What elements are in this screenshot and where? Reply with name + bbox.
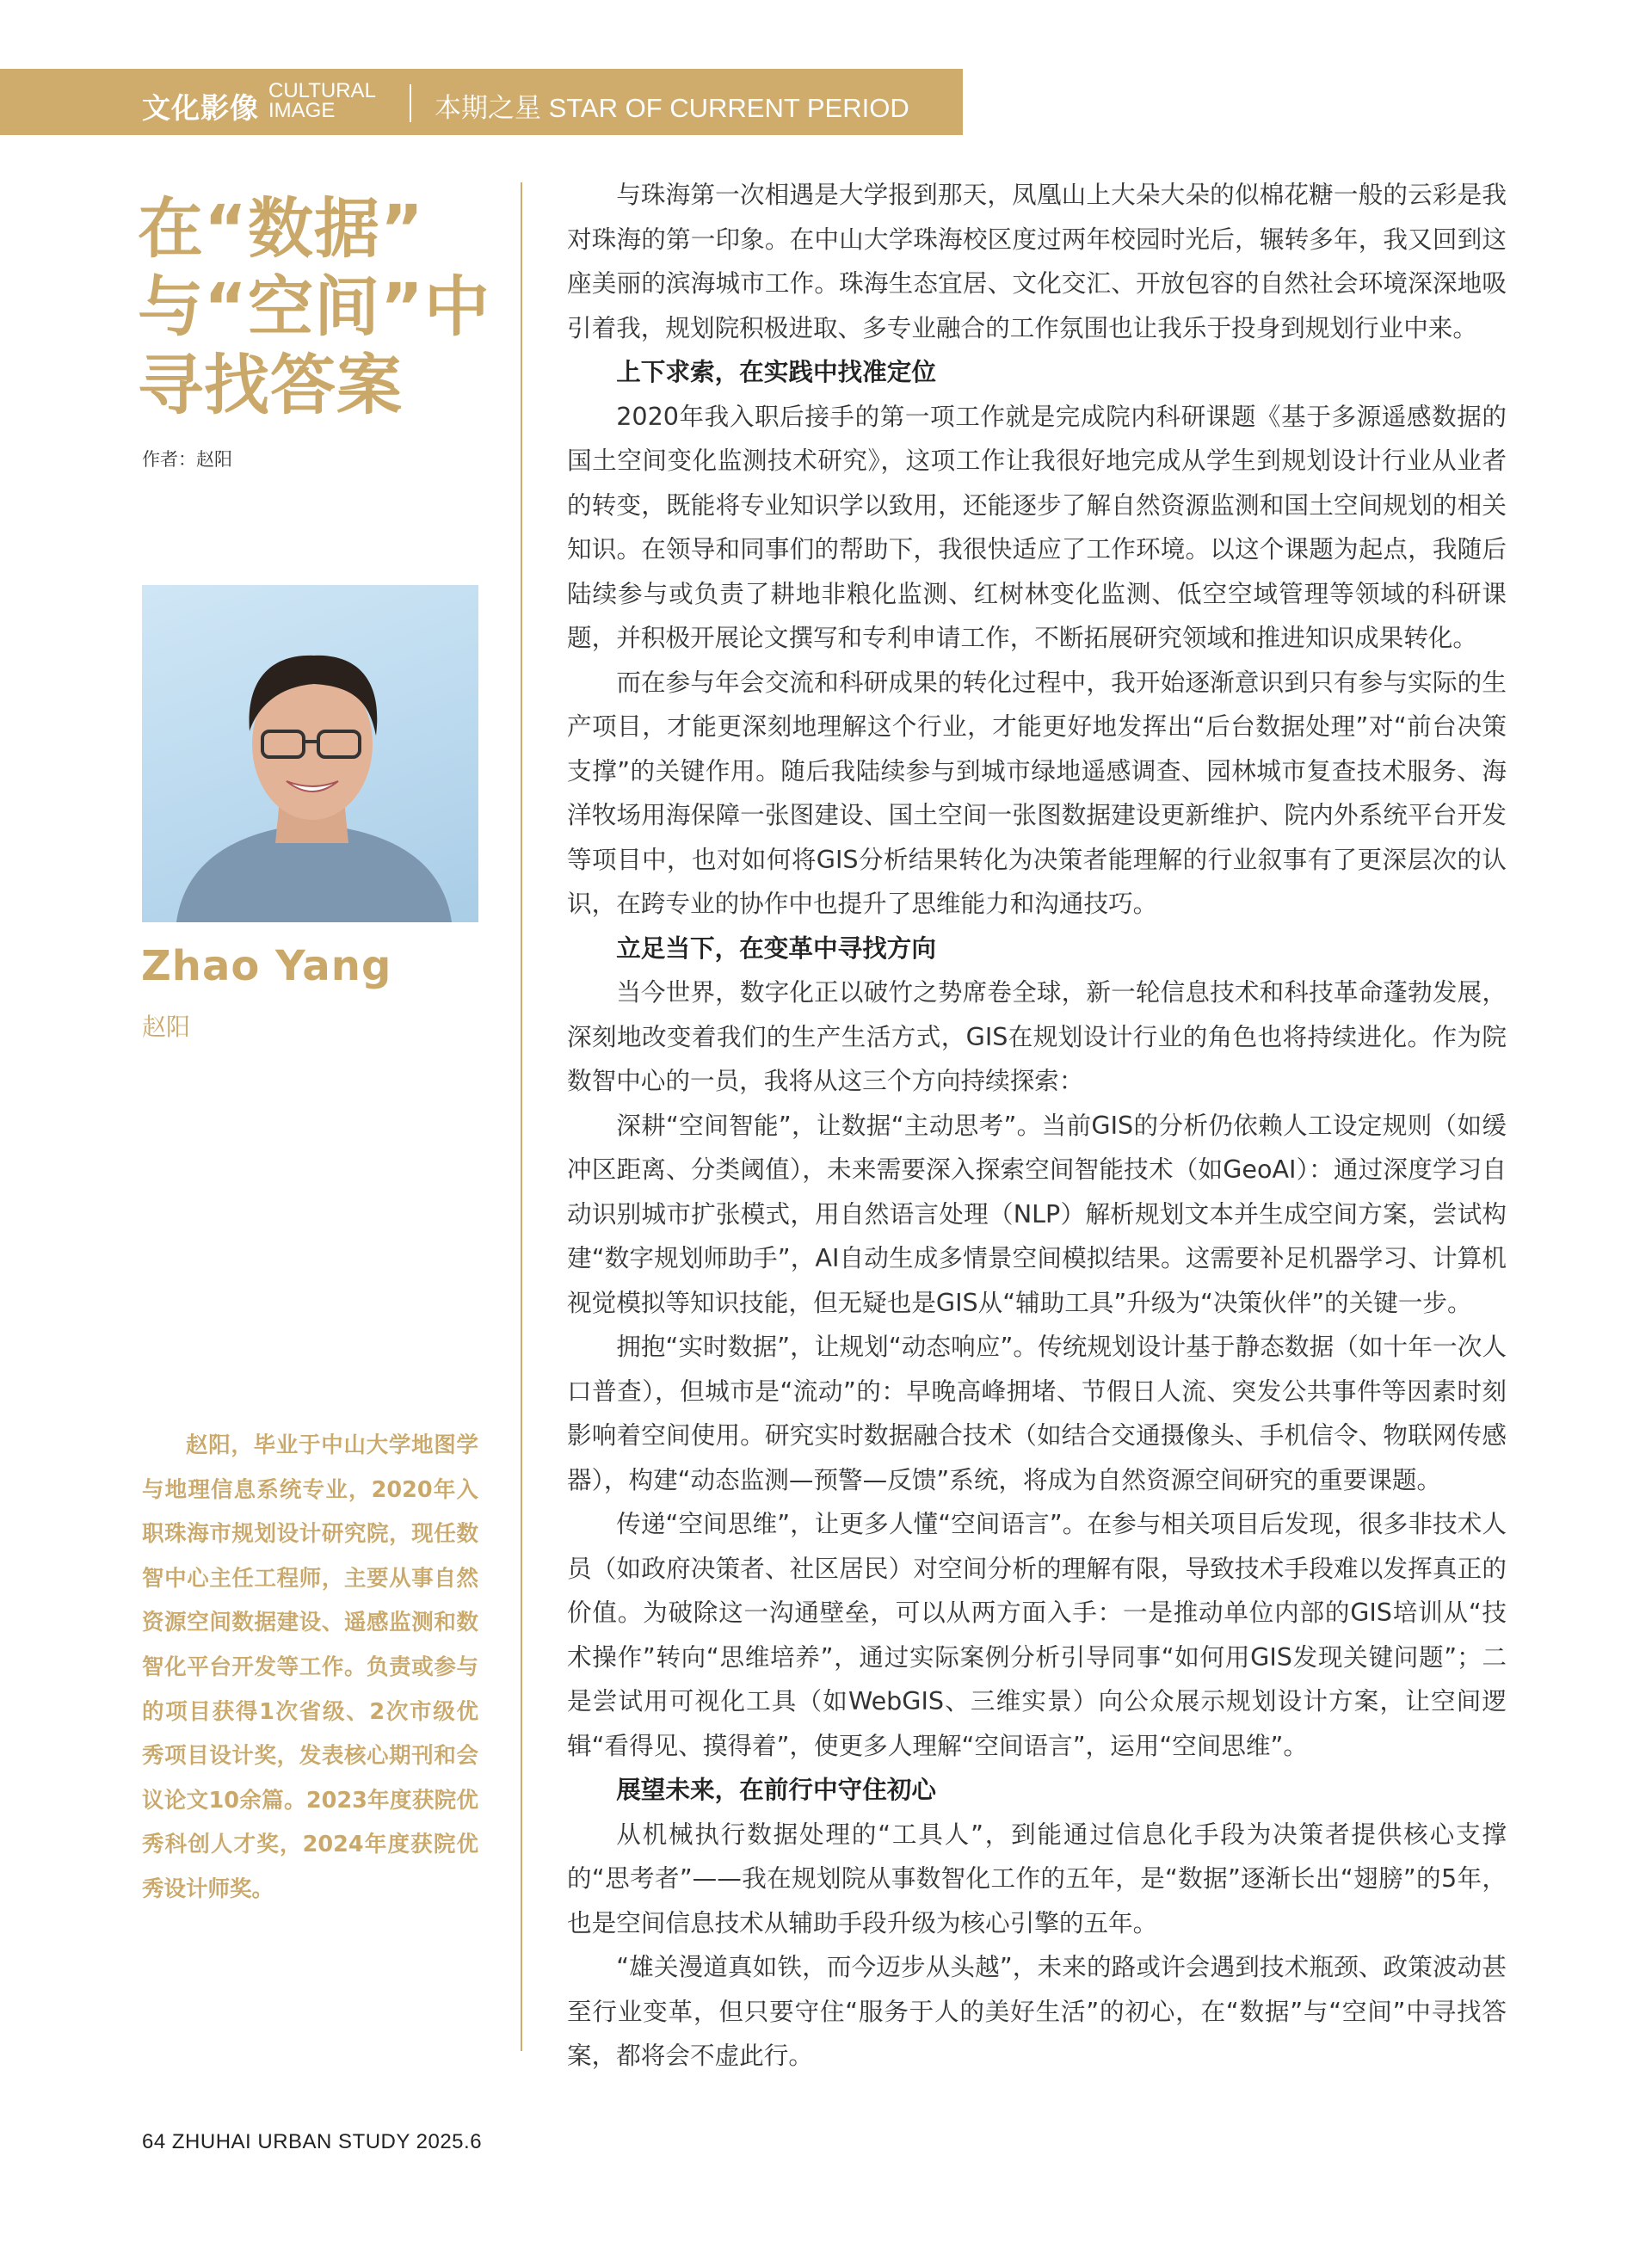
paragraph: 拥抱“实时数据”，让规划“动态响应”。传统规划设计基于静态数据（如十年一次人口普查），但城市是“流动”的：早晚高峰拥堵、节假日人流、突发公共事件等因素时刻影响着空间使用。研究实时数据融合技术（如结合交通摄像头、手机信令、物联网传感器），构建“动态监测—预警—反馈”系统，将成为自然资源空间研究的重要课题。 — [567, 1332, 1507, 1494]
header-divider — [410, 84, 411, 122]
paragraph: 与珠海第一次相遇是大学报到那天，凤凰山上大朵大朵的似棉花糖一般的云彩是我对珠海的第一印象。在中山大学珠海校区度过两年校园时光后，辗转多年，我又回到这座美丽的滨海城市工作。珠海生态宜居、文化交汇、开放包容的自然社会环境深深地吸引着我，规划院积极进取、多专业融合的工作氛围也让我乐于投身到规划行业中来。 — [567, 180, 1507, 342]
publication-name: ZHUHAI URBAN STUDY — [171, 2130, 410, 2153]
issue-date: 2025.6 — [416, 2130, 483, 2153]
column-name: 本期之星 STAR OF CURRENT PERIOD — [435, 93, 909, 123]
page-footer — [142, 2130, 482, 2154]
profile-name-cn: 赵阳 — [142, 1013, 191, 1041]
column-divider — [521, 182, 522, 2051]
section-header-band — [0, 69, 963, 135]
paragraph: 从机械执行数据处理的“工具人”，到能通过信息化手段为决策者提供核心支撑的“思考者”——我在规划院从事数智化工作的五年，是“数据”逐渐长出“翅膀”的5年，也是空间信息技术从辅助手段升级为核心引擎的五年。 — [567, 1819, 1507, 1937]
paragraph: 2020年我入职后接手的第一项工作就是完成院内科研课题《基于多源遥感数据的国土空间变化监测技术研究》，这项工作让我很好地完成从学生到规划设计行业从业者的转变，既能将专业知识学以致用，还能逐步了解自然资源监测和国土空间规划的相关知识。在领导和同事们的帮助下，我很快适应了工作环境。以这个课题为起点，我随后陆续参与或负责了耕地非粮化监测、红树林变化监测、低空空域管理等领域的科研课题，并积极开展论文撰写和专利申请工作，不断拓展研究领域和推进知识成果转化。 — [567, 401, 1507, 652]
paragraph: 深耕“空间智能”，让数据“主动思考”。当前GIS的分析仍依赖人工设定规则（如缓冲区距离、分类阈值），未来需要深入探索空间智能技术（如GeoAI）：通过深度学习自动识别城市扩张模式，用自然语言处理（NLP）解析规划文本并生成空间方案，尝试构建“数字规划师助手”，AI自动生成多情景空间模拟结果。这需要补足机器学习、计算机视觉模拟等知识技能，但无疑也是GIS从“辅助工具”升级为“决策伙伴”的关键一步。 — [567, 1110, 1507, 1317]
section-heading: 立足当下，在变革中寻找方向 — [616, 933, 936, 963]
article-body — [567, 173, 1507, 2079]
title-line: 在“数据” — [138, 190, 424, 267]
section-en-line2: IMAGE — [268, 99, 336, 122]
section-heading: 上下求索，在实践中找准定位 — [616, 357, 936, 386]
title-line: 寻找答案 — [138, 347, 403, 423]
portrait-illustration — [142, 585, 478, 922]
page-number: 64 — [142, 2130, 166, 2153]
section-heading: 展望未来，在前行中守住初心 — [616, 1775, 936, 1804]
title-line: 与“空间”中 — [138, 268, 490, 345]
paragraph: 当今世界，数字化正以破竹之势席卷全球，新一轮信息技术和科技革命蓬勃发展，深刻地改变着我们的生产生活方式，GIS在规划设计行业的角色也将持续进化。作为院数智中心的一员，我将从这三个方向持续探索： — [567, 977, 1507, 1095]
section-en-line1: CULTURAL — [268, 79, 376, 102]
paragraph: “雄关漫道真如铁，而今迈步从头越”，未来的路或许会遇到技术瓶颈、政策波动甚至行业变革，但只要守住“服务于人的美好生活”的初心，在“数据”与“空间”中寻找答案，都将会不虚此行。 — [567, 1952, 1507, 2070]
paragraph: 传递“空间思维”，让更多人懂“空间语言”。在参与相关项目后发现，很多非技术人员（如政府决策者、社区居民）对空间分析的理解有限，导致技术手段难以发挥真正的价值。为破除这一沟通壁垒，可以从两方面入手：一是推动单位内部的GIS培训从“技术操作”转向“思维培养”，通过实际案例分析引导同事“如何用GIS发现关键问题”；二是尝试用可视化工具（如WebGIS、三维实景）向公众展示规划设计方案，让空间逻辑“看得见、摸得着”，使更多人理解“空间语言”，运用“空间思维”。 — [567, 1509, 1507, 1760]
section-name: 文化影像 — [142, 91, 259, 125]
profile-name-en: Zhao Yang — [141, 942, 392, 990]
profile-bio: 赵阳，毕业于中山大学地图学与地理信息系统专业，2020年入职珠海市规划设计研究院，现任数智中心主任工程师，主要从事自然资源空间数据建设、遥感监测和数智化平台开发等工作。负责或参与的项目获得1次省级、2次市级优秀项目设计奖，发表核心期刊和会议论文10余篇。2023年度获院优秀科创人才奖，2024年度获院优秀设计师奖。 — [142, 1432, 478, 1902]
author-byline: 作者：赵阳 — [142, 449, 232, 470]
section-name-en — [268, 81, 376, 120]
portrait-photo — [142, 585, 478, 922]
paragraph: 而在参与年会交流和科研成果的转化过程中，我开始逐渐意识到只有参与实际的生产项目，才能更深刻地理解这个行业，才能更好地发挥出“后台数据处理”对“前台决策支撑”的关键作用。随后我陆续参与到城市绿地遥感调查、园林城市复查技术服务、海洋牧场用海保障一张图建设、国土空间一张图数据建设更新维护、院内外系统平台开发等项目中，也对如何将GIS分析结果转化为决策者能理解的行业叙事有了更深层次的认识，在跨专业的协作中也提升了思维能力和沟通技巧。 — [567, 667, 1507, 918]
article-title — [138, 189, 490, 424]
